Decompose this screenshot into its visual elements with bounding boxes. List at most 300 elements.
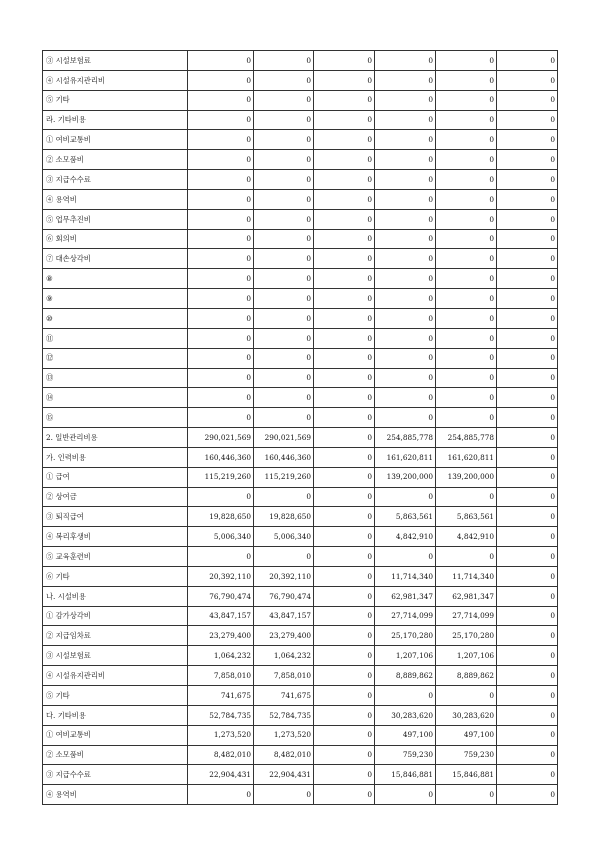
table-row <box>43 70 558 90</box>
value-cell: 0 <box>375 547 436 567</box>
value-cell: 0 <box>497 170 558 190</box>
value-cell: 0 <box>436 686 497 706</box>
value-cell: 0 <box>314 428 375 448</box>
value-cell: 0 <box>436 150 497 170</box>
value-cell: 0 <box>314 745 375 765</box>
value-cell: 0 <box>436 130 497 150</box>
value-cell: 0 <box>188 70 254 90</box>
table-row <box>43 547 558 567</box>
value-cell: 0 <box>375 785 436 805</box>
value-cell: 0 <box>314 606 375 626</box>
value-cell: 0 <box>188 269 254 289</box>
value-cell: 0 <box>314 765 375 785</box>
value-cell: 160,446,360 <box>254 447 314 467</box>
value-cell: 4,842,910 <box>436 527 497 547</box>
row-label: ④ 복리후생비 <box>43 527 188 547</box>
value-cell: 0 <box>254 487 314 507</box>
row-label: ⑮ <box>43 408 188 428</box>
value-cell: 0 <box>188 328 254 348</box>
value-cell: 0 <box>436 547 497 567</box>
row-label: ⑥ 기타 <box>43 566 188 586</box>
value-cell: 0 <box>497 507 558 527</box>
value-cell: 0 <box>314 725 375 745</box>
value-cell: 0 <box>497 229 558 249</box>
row-label: 2. 일반관리비용 <box>43 428 188 448</box>
value-cell: 1,273,520 <box>188 725 254 745</box>
value-cell: 0 <box>497 348 558 368</box>
table-row <box>43 308 558 328</box>
table-row <box>43 626 558 646</box>
value-cell: 4,842,910 <box>375 527 436 547</box>
value-cell: 0 <box>314 249 375 269</box>
value-cell: 0 <box>314 308 375 328</box>
value-cell: 0 <box>436 249 497 269</box>
value-cell: 0 <box>254 51 314 71</box>
value-cell: 0 <box>314 408 375 428</box>
value-cell: 0 <box>436 51 497 71</box>
table-row <box>43 606 558 626</box>
row-label: 라. 기타비용 <box>43 110 188 130</box>
value-cell: 0 <box>497 487 558 507</box>
row-label: 다. 기타비용 <box>43 705 188 725</box>
value-cell: 0 <box>314 229 375 249</box>
value-cell: 0 <box>188 547 254 567</box>
value-cell: 8,482,010 <box>254 745 314 765</box>
value-cell: 0 <box>436 348 497 368</box>
table-row <box>43 487 558 507</box>
table-row <box>43 745 558 765</box>
value-cell: 0 <box>375 348 436 368</box>
value-cell: 23,279,400 <box>188 626 254 646</box>
value-cell: 0 <box>436 269 497 289</box>
value-cell: 0 <box>497 308 558 328</box>
table-row <box>43 130 558 150</box>
row-label: ③ 시설보험료 <box>43 646 188 666</box>
value-cell: 27,714,099 <box>436 606 497 626</box>
value-cell: 20,392,110 <box>254 566 314 586</box>
value-cell: 0 <box>497 467 558 487</box>
table-row <box>43 170 558 190</box>
value-cell: 0 <box>436 368 497 388</box>
value-cell: 0 <box>497 269 558 289</box>
value-cell: 0 <box>497 586 558 606</box>
value-cell: 5,863,561 <box>436 507 497 527</box>
value-cell: 1,207,106 <box>375 646 436 666</box>
row-label: 가. 인력비용 <box>43 447 188 467</box>
value-cell: 0 <box>436 328 497 348</box>
table-row <box>43 527 558 547</box>
value-cell: 0 <box>375 487 436 507</box>
row-label: ⑤ 기타 <box>43 90 188 110</box>
value-cell: 0 <box>436 289 497 309</box>
row-label: ⑪ <box>43 328 188 348</box>
value-cell: 0 <box>436 487 497 507</box>
value-cell: 0 <box>436 408 497 428</box>
value-cell: 43,847,157 <box>254 606 314 626</box>
value-cell: 0 <box>314 170 375 190</box>
value-cell: 0 <box>188 368 254 388</box>
row-label: ① 급여 <box>43 467 188 487</box>
value-cell: 0 <box>497 686 558 706</box>
value-cell: 0 <box>497 51 558 71</box>
table-row <box>43 507 558 527</box>
value-cell: 0 <box>314 686 375 706</box>
value-cell: 115,219,260 <box>188 467 254 487</box>
value-cell: 0 <box>436 110 497 130</box>
row-label: ① 여비교통비 <box>43 130 188 150</box>
table-row <box>43 725 558 745</box>
row-label: ② 소모품비 <box>43 150 188 170</box>
value-cell: 0 <box>436 308 497 328</box>
value-cell: 0 <box>254 110 314 130</box>
row-label: 나. 시설비용 <box>43 586 188 606</box>
value-cell: 0 <box>188 388 254 408</box>
value-cell: 759,230 <box>375 745 436 765</box>
value-cell: 0 <box>497 289 558 309</box>
value-cell: 0 <box>254 785 314 805</box>
row-label: ⑫ <box>43 348 188 368</box>
value-cell: 0 <box>188 229 254 249</box>
value-cell: 62,981,347 <box>375 586 436 606</box>
value-cell: 0 <box>314 289 375 309</box>
table-row <box>43 428 558 448</box>
table-row <box>43 686 558 706</box>
value-cell: 0 <box>497 368 558 388</box>
value-cell: 62,981,347 <box>436 586 497 606</box>
value-cell: 0 <box>375 150 436 170</box>
table-row <box>43 51 558 71</box>
value-cell: 0 <box>375 110 436 130</box>
value-cell: 497,100 <box>375 725 436 745</box>
value-cell: 0 <box>375 249 436 269</box>
row-label: ⑩ <box>43 308 188 328</box>
value-cell: 0 <box>375 686 436 706</box>
table-row <box>43 368 558 388</box>
expense-table <box>42 50 558 805</box>
value-cell: 0 <box>254 368 314 388</box>
value-cell: 0 <box>188 209 254 229</box>
value-cell: 0 <box>254 229 314 249</box>
value-cell: 0 <box>497 626 558 646</box>
value-cell: 0 <box>254 547 314 567</box>
value-cell: 0 <box>436 388 497 408</box>
value-cell: 0 <box>314 547 375 567</box>
value-cell: 0 <box>254 170 314 190</box>
value-cell: 0 <box>188 348 254 368</box>
value-cell: 8,889,862 <box>375 666 436 686</box>
value-cell: 0 <box>188 289 254 309</box>
value-cell: 0 <box>497 150 558 170</box>
value-cell: 43,847,157 <box>188 606 254 626</box>
value-cell: 0 <box>188 170 254 190</box>
table-row <box>43 269 558 289</box>
value-cell: 22,904,431 <box>254 765 314 785</box>
row-label: ⑭ <box>43 388 188 408</box>
row-label: ② 소모품비 <box>43 745 188 765</box>
value-cell: 7,858,010 <box>254 666 314 686</box>
value-cell: 161,620,811 <box>436 447 497 467</box>
value-cell: 0 <box>254 308 314 328</box>
value-cell: 0 <box>314 269 375 289</box>
value-cell: 0 <box>497 328 558 348</box>
value-cell: 0 <box>375 70 436 90</box>
value-cell: 0 <box>314 666 375 686</box>
value-cell: 0 <box>254 289 314 309</box>
value-cell: 0 <box>314 785 375 805</box>
value-cell: 0 <box>254 328 314 348</box>
value-cell: 0 <box>314 368 375 388</box>
value-cell: 0 <box>375 408 436 428</box>
row-label: ⑥ 회의비 <box>43 229 188 249</box>
value-cell: 0 <box>375 229 436 249</box>
row-label: ③ 지급수수료 <box>43 765 188 785</box>
value-cell: 1,207,106 <box>436 646 497 666</box>
value-cell: 0 <box>436 70 497 90</box>
table-row <box>43 666 558 686</box>
value-cell: 0 <box>314 90 375 110</box>
value-cell: 0 <box>497 189 558 209</box>
table-row <box>43 209 558 229</box>
value-cell: 0 <box>497 90 558 110</box>
value-cell: 741,675 <box>254 686 314 706</box>
value-cell: 0 <box>314 388 375 408</box>
value-cell: 0 <box>497 70 558 90</box>
value-cell: 0 <box>314 130 375 150</box>
row-label: ⑨ <box>43 289 188 309</box>
table-row <box>43 348 558 368</box>
row-label: ③ 시설보험료 <box>43 51 188 71</box>
value-cell: 0 <box>188 150 254 170</box>
value-cell: 27,714,099 <box>375 606 436 626</box>
value-cell: 290,021,569 <box>188 428 254 448</box>
table-row <box>43 785 558 805</box>
value-cell: 254,885,778 <box>436 428 497 448</box>
value-cell: 5,863,561 <box>375 507 436 527</box>
value-cell: 0 <box>188 308 254 328</box>
value-cell: 0 <box>497 110 558 130</box>
row-label: ① 감가상각비 <box>43 606 188 626</box>
value-cell: 52,784,735 <box>188 705 254 725</box>
value-cell: 0 <box>188 110 254 130</box>
table-row <box>43 646 558 666</box>
value-cell: 0 <box>497 547 558 567</box>
value-cell: 30,283,620 <box>436 705 497 725</box>
value-cell: 0 <box>375 328 436 348</box>
value-cell: 0 <box>188 189 254 209</box>
value-cell: 741,675 <box>188 686 254 706</box>
value-cell: 0 <box>497 249 558 269</box>
value-cell: 0 <box>375 130 436 150</box>
row-label: ⑤ 교육훈련비 <box>43 547 188 567</box>
value-cell: 8,889,862 <box>436 666 497 686</box>
value-cell: 0 <box>188 249 254 269</box>
value-cell: 0 <box>497 745 558 765</box>
value-cell: 0 <box>497 209 558 229</box>
value-cell: 0 <box>254 150 314 170</box>
value-cell: 0 <box>375 209 436 229</box>
value-cell: 0 <box>314 626 375 646</box>
row-label: ⑤ 기타 <box>43 686 188 706</box>
value-cell: 0 <box>436 785 497 805</box>
value-cell: 8,482,010 <box>188 745 254 765</box>
value-cell: 1,064,232 <box>188 646 254 666</box>
table-row <box>43 408 558 428</box>
table-row <box>43 765 558 785</box>
value-cell: 0 <box>375 90 436 110</box>
value-cell: 0 <box>436 209 497 229</box>
value-cell: 0 <box>188 785 254 805</box>
value-cell: 497,100 <box>436 725 497 745</box>
value-cell: 30,283,620 <box>375 705 436 725</box>
value-cell: 0 <box>254 269 314 289</box>
value-cell: 0 <box>497 725 558 745</box>
value-cell: 0 <box>375 308 436 328</box>
table-row <box>43 150 558 170</box>
table-row <box>43 90 558 110</box>
value-cell: 161,620,811 <box>375 447 436 467</box>
value-cell: 0 <box>497 447 558 467</box>
value-cell: 0 <box>314 586 375 606</box>
value-cell: 15,846,881 <box>375 765 436 785</box>
table-row <box>43 249 558 269</box>
table-row <box>43 110 558 130</box>
value-cell: 1,064,232 <box>254 646 314 666</box>
value-cell: 0 <box>497 428 558 448</box>
row-label: ② 지급임차료 <box>43 626 188 646</box>
value-cell: 0 <box>497 408 558 428</box>
value-cell: 23,279,400 <box>254 626 314 646</box>
row-label: ⑦ 대손상각비 <box>43 249 188 269</box>
value-cell: 139,200,000 <box>375 467 436 487</box>
value-cell: 0 <box>314 447 375 467</box>
value-cell: 0 <box>375 368 436 388</box>
value-cell: 0 <box>188 51 254 71</box>
value-cell: 19,828,650 <box>254 507 314 527</box>
value-cell: 0 <box>314 487 375 507</box>
row-label: ③ 퇴직급여 <box>43 507 188 527</box>
value-cell: 0 <box>497 606 558 626</box>
value-cell: 76,790,474 <box>188 586 254 606</box>
value-cell: 0 <box>254 249 314 269</box>
value-cell: 0 <box>254 209 314 229</box>
value-cell: 0 <box>254 408 314 428</box>
value-cell: 0 <box>314 189 375 209</box>
value-cell: 0 <box>497 388 558 408</box>
table-row <box>43 705 558 725</box>
value-cell: 0 <box>497 566 558 586</box>
value-cell: 0 <box>497 785 558 805</box>
value-cell: 0 <box>254 189 314 209</box>
value-cell: 20,392,110 <box>188 566 254 586</box>
value-cell: 0 <box>314 646 375 666</box>
value-cell: 0 <box>375 189 436 209</box>
value-cell: 0 <box>254 130 314 150</box>
value-cell: 0 <box>314 328 375 348</box>
value-cell: 139,200,000 <box>436 467 497 487</box>
table-row <box>43 388 558 408</box>
value-cell: 0 <box>254 90 314 110</box>
value-cell: 0 <box>314 110 375 130</box>
value-cell: 0 <box>436 229 497 249</box>
value-cell: 11,714,340 <box>375 566 436 586</box>
value-cell: 0 <box>375 388 436 408</box>
value-cell: 0 <box>254 348 314 368</box>
row-label: ② 상여금 <box>43 487 188 507</box>
value-cell: 0 <box>188 487 254 507</box>
value-cell: 0 <box>314 70 375 90</box>
value-cell: 0 <box>375 269 436 289</box>
value-cell: 11,714,340 <box>436 566 497 586</box>
value-cell: 19,828,650 <box>188 507 254 527</box>
value-cell: 25,170,280 <box>436 626 497 646</box>
value-cell: 0 <box>497 705 558 725</box>
value-cell: 5,006,340 <box>254 527 314 547</box>
value-cell: 0 <box>375 51 436 71</box>
row-label: ⑤ 업무추진비 <box>43 209 188 229</box>
value-cell: 52,784,735 <box>254 705 314 725</box>
value-cell: 759,230 <box>436 745 497 765</box>
value-cell: 254,885,778 <box>375 428 436 448</box>
row-label: ④ 용역비 <box>43 785 188 805</box>
value-cell: 0 <box>314 566 375 586</box>
value-cell: 0 <box>497 666 558 686</box>
value-cell: 76,790,474 <box>254 586 314 606</box>
value-cell: 25,170,280 <box>375 626 436 646</box>
row-label: ④ 시설유지관리비 <box>43 666 188 686</box>
table-row <box>43 447 558 467</box>
value-cell: 0 <box>188 90 254 110</box>
value-cell: 22,904,431 <box>188 765 254 785</box>
value-cell: 160,446,360 <box>188 447 254 467</box>
value-cell: 0 <box>254 70 314 90</box>
row-label: ⑬ <box>43 368 188 388</box>
row-label: ④ 용역비 <box>43 189 188 209</box>
value-cell: 0 <box>314 507 375 527</box>
table-row <box>43 189 558 209</box>
value-cell: 0 <box>314 467 375 487</box>
value-cell: 5,006,340 <box>188 527 254 547</box>
value-cell: 0 <box>497 646 558 666</box>
table-row <box>43 289 558 309</box>
value-cell: 290,021,569 <box>254 428 314 448</box>
value-cell: 0 <box>497 130 558 150</box>
value-cell: 0 <box>314 705 375 725</box>
value-cell: 0 <box>314 51 375 71</box>
expense-table-body <box>43 51 558 805</box>
row-label: ④ 시설유지관리비 <box>43 70 188 90</box>
table-row <box>43 229 558 249</box>
value-cell: 0 <box>375 289 436 309</box>
value-cell: 0 <box>436 90 497 110</box>
value-cell: 0 <box>188 130 254 150</box>
row-label: ① 여비교통비 <box>43 725 188 745</box>
value-cell: 0 <box>436 189 497 209</box>
value-cell: 115,219,260 <box>254 467 314 487</box>
value-cell: 0 <box>314 527 375 547</box>
value-cell: 0 <box>497 527 558 547</box>
value-cell: 0 <box>497 765 558 785</box>
value-cell: 1,273,520 <box>254 725 314 745</box>
value-cell: 0 <box>436 170 497 190</box>
row-label: ③ 지급수수료 <box>43 170 188 190</box>
value-cell: 0 <box>375 170 436 190</box>
table-row <box>43 328 558 348</box>
value-cell: 0 <box>314 150 375 170</box>
value-cell: 0 <box>188 408 254 428</box>
table-row <box>43 586 558 606</box>
value-cell: 0 <box>314 348 375 368</box>
value-cell: 0 <box>254 388 314 408</box>
